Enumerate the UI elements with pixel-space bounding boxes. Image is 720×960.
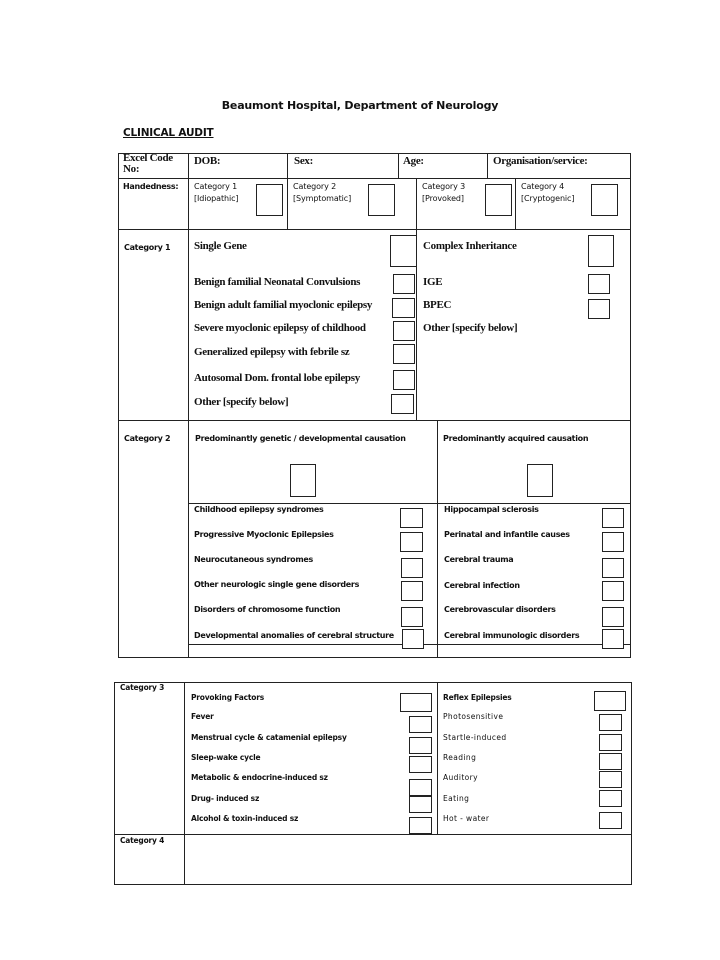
cat3-reflex-item-checkbox[interactable] (599, 714, 622, 731)
table-border (631, 682, 632, 885)
table-border (118, 178, 631, 179)
cat1-complex-item-label: Other [specify below] (423, 322, 518, 334)
cat3-reflex-item-checkbox[interactable] (599, 790, 622, 807)
cat2-acquired-item-label: Cerebrovascular disorders (444, 605, 556, 614)
cat3-provoking-item-checkbox[interactable] (409, 716, 432, 733)
category1-checkbox[interactable] (256, 184, 283, 216)
cat1-item-label: Severe myoclonic epilepsy of childhood (194, 322, 366, 334)
cat2-genetic-item-label: Disorders of chromosome function (194, 605, 341, 614)
cat2-genetic-item-label: Neurocutaneous syndromes (194, 555, 313, 564)
category4-checkbox[interactable] (591, 184, 618, 216)
cat2-genetic-item-label: Other neurologic single gene disorders (194, 580, 360, 589)
cat2-acquired-item-checkbox[interactable] (602, 581, 624, 601)
cat3-provoking-item-label: Drug- induced sz (191, 794, 260, 803)
category3-option (422, 181, 465, 205)
cat1-item-checkbox[interactable] (392, 298, 415, 318)
table-border (398, 153, 399, 178)
genetic-causation-checkbox[interactable] (290, 464, 316, 497)
table-border (416, 178, 417, 229)
table-border (188, 153, 189, 658)
provoking-factors-heading: Provoking Factors (191, 693, 264, 702)
section-title: CLINICAL AUDIT (123, 127, 214, 139)
category-name: Category 2 (293, 182, 337, 191)
cat2-genetic-item-checkbox[interactable] (400, 532, 423, 552)
cat2-acquired-item-label: Cerebral immunologic disorders (444, 631, 580, 640)
cat3-reflex-item-label: Photosensitive (443, 712, 504, 721)
category-desc: [Cryptogenic] (521, 194, 575, 203)
acquired-causation-heading: Predominantly acquired causation (443, 434, 589, 443)
cat2-genetic-item-label: Childhood epilepsy syndromes (194, 505, 324, 514)
organisation-field[interactable]: Organisation/service: (493, 155, 588, 167)
table-border (118, 229, 631, 230)
cat3-provoking-item-checkbox[interactable] (409, 817, 432, 834)
cat3-provoking-item-label: Menstrual cycle & catamenial epilepsy (191, 733, 347, 742)
category4-label: Category 4 (120, 836, 165, 845)
category4-option (521, 181, 574, 205)
cat2-acquired-item-checkbox[interactable] (602, 532, 624, 552)
table-border (114, 682, 115, 885)
cat3-provoking-item-checkbox[interactable] (409, 779, 432, 796)
cat3-reflex-item-checkbox[interactable] (599, 753, 622, 770)
cat2-acquired-item-label: Cerebral infection (444, 581, 520, 590)
cat3-reflex-item-checkbox[interactable] (599, 734, 622, 751)
cat1-item-checkbox[interactable] (393, 321, 415, 341)
reflex-epilepsies-heading: Reflex Epilepsies (443, 693, 512, 702)
cat1-complex-item-label: BPEC (423, 299, 452, 311)
cat2-acquired-item-checkbox[interactable] (602, 607, 624, 627)
cat1-item-checkbox[interactable] (393, 344, 415, 364)
cat3-reflex-item-checkbox[interactable] (599, 771, 622, 788)
complex-inheritance-checkbox[interactable] (588, 235, 614, 267)
category-name: Category 4 (521, 182, 565, 191)
cat3-provoking-item-label: Fever (191, 712, 214, 721)
complex-inheritance-heading: Complex Inheritance (423, 240, 517, 252)
cat2-acquired-item-label: Cerebral trauma (444, 555, 514, 564)
cat2-genetic-item-checkbox[interactable] (402, 629, 424, 649)
cat1-item-checkbox[interactable] (391, 394, 414, 414)
genetic-causation-heading: Predominantly genetic / developmental causation (195, 434, 406, 443)
category2-option (293, 181, 351, 205)
cat2-genetic-item-checkbox[interactable] (400, 508, 423, 528)
category2-label: Category 2 (124, 434, 171, 443)
cat3-reflex-item-label: Reading (443, 753, 477, 762)
acquired-causation-checkbox[interactable] (527, 464, 553, 497)
category4-field[interactable] (190, 838, 626, 882)
cat2-acquired-item-checkbox[interactable] (602, 629, 624, 649)
cat3-reflex-item-label: Auditory (443, 773, 478, 782)
category2-checkbox[interactable] (368, 184, 395, 216)
cat1-item-label: Generalized epilepsy with febrile sz (194, 346, 350, 358)
cat3-reflex-item-label: Hot - water (443, 814, 490, 823)
cat2-genetic-item-label: Developmental anomalies of cerebral structure (194, 631, 394, 640)
age-field[interactable]: Age: (403, 155, 424, 167)
cat2-acquired-item-label: Hippocampal sclerosis (444, 505, 539, 514)
cat1-item-label: Benign adult familial myoclonic epilepsy (194, 299, 373, 311)
table-border (118, 153, 631, 154)
category1-option (194, 181, 238, 205)
category-name: Category 1 (194, 182, 238, 191)
cat2-genetic-item-checkbox[interactable] (401, 581, 423, 601)
cat1-item-label: Benign familial Neonatal Convulsions (194, 276, 361, 288)
table-border (630, 153, 631, 658)
sex-field[interactable]: Sex: (294, 155, 313, 167)
cat2-genetic-item-checkbox[interactable] (401, 558, 423, 578)
table-border (287, 178, 288, 229)
cat3-provoking-item-label: Alcohol & toxin-induced sz (191, 814, 299, 823)
cat1-item-label: Autosomal Dom. frontal lobe epilepsy (194, 372, 360, 384)
table-border (487, 153, 488, 178)
cat1-complex-item-checkbox[interactable] (588, 274, 610, 294)
table-border (437, 420, 438, 658)
cat3-provoking-item-checkbox[interactable] (409, 756, 432, 773)
reflex-epilepsies-checkbox[interactable] (594, 691, 626, 711)
category-desc: [Symptomatic] (293, 194, 352, 203)
cat1-complex-item-checkbox[interactable] (588, 299, 610, 319)
table-border (118, 657, 631, 658)
cat2-acquired-item-checkbox[interactable] (602, 508, 624, 528)
cat3-provoking-item-label: Metabolic & endocrine-induced sz (191, 773, 328, 782)
table-border (287, 153, 288, 178)
handedness-label: Handedness: (123, 182, 179, 191)
excel-code-label: Excel Code No: (123, 152, 173, 175)
page-title: Beaumont Hospital, Department of Neurology (221, 99, 499, 112)
category3-checkbox[interactable] (485, 184, 512, 216)
table-border (437, 682, 438, 834)
cat1-item-checkbox[interactable] (393, 370, 415, 390)
table-border (114, 834, 632, 835)
table-border (114, 884, 632, 885)
cat2-genetic-item-label: Progressive Myoclonic Epilepsies (194, 530, 334, 539)
cat2-genetic-item-checkbox[interactable] (401, 607, 423, 627)
cat2-acquired-item-checkbox[interactable] (602, 558, 624, 578)
category-desc: [Idiopathic] (194, 194, 239, 203)
cat3-provoking-item-label: Sleep-wake cycle (191, 753, 261, 762)
cat1-item-label: Other [specify below] (194, 396, 289, 408)
cat1-complex-item-label: IGE (423, 276, 443, 288)
single-gene-heading: Single Gene (194, 240, 247, 252)
table-border (515, 178, 516, 229)
cat1-item-checkbox[interactable] (393, 274, 415, 294)
table-border (118, 153, 119, 658)
category-name: Category 3 (422, 182, 466, 191)
table-border (188, 503, 631, 504)
cat2-acquired-item-label: Perinatal and infantile causes (444, 530, 570, 539)
cat3-reflex-item-label: Eating (443, 794, 470, 803)
cat3-reflex-item-checkbox[interactable] (599, 812, 622, 829)
single-gene-checkbox[interactable] (390, 235, 417, 267)
cat3-provoking-item-checkbox[interactable] (409, 737, 432, 754)
table-border (118, 420, 631, 421)
category3-label: Category 3 (120, 683, 165, 692)
cat3-provoking-item-checkbox[interactable] (409, 796, 432, 813)
cat3-reflex-item-label: Startle-induced (443, 733, 507, 742)
category-desc: [Provoked] (422, 194, 464, 203)
provoking-factors-checkbox[interactable] (400, 693, 432, 712)
table-border (184, 682, 185, 885)
table-border (114, 682, 632, 683)
dob-field[interactable]: DOB: (194, 155, 221, 167)
category1-label: Category 1 (124, 243, 171, 252)
